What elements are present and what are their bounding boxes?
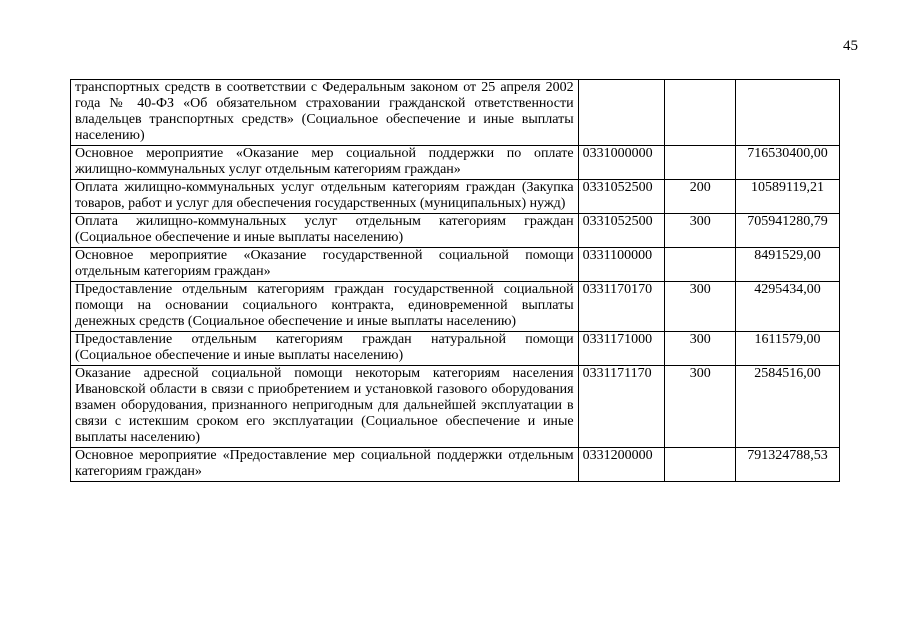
row-code-cell: 0331200000	[578, 448, 665, 482]
row-name-cell: Оплата жилищно-коммунальных услуг отдельным категориям граждан (Закупка товаров, работ и услуг для обеспечения государственных (муниципальных) нужд)	[71, 180, 579, 214]
table-row	[71, 146, 840, 180]
row-type-cell: 200	[665, 180, 736, 214]
row-name-cell: Оказание адресной социальной помощи некоторым категориям населения Ивановской области в связи с приобретением и установкой газового оборудования взамен оборудования, признанного непригодным для дальнейшей эксплуатации в связи с истекшим сроком его эксплуатации (Социальное обеспечение и иные выплаты населению)	[71, 366, 579, 448]
table-row	[71, 248, 840, 282]
table-row	[71, 366, 840, 448]
row-amount-cell: 4295434,00	[736, 282, 840, 332]
row-type-cell	[665, 448, 736, 482]
table-row	[71, 448, 840, 482]
row-amount-cell: 705941280,79	[736, 214, 840, 248]
table-row	[71, 214, 840, 248]
row-code-cell: 0331052500	[578, 214, 665, 248]
row-type-cell: 300	[665, 332, 736, 366]
row-amount-cell: 2584516,00	[736, 366, 840, 448]
row-name-cell: Основное мероприятие «Оказание мер социальной поддержки по оплате жилищно-коммунальных услуг отдельным категориям граждан»	[71, 146, 579, 180]
table-row	[71, 180, 840, 214]
row-amount-cell: 791324788,53	[736, 448, 840, 482]
row-code-cell: 0331052500	[578, 180, 665, 214]
row-type-cell	[665, 146, 736, 180]
row-code-cell: 0331170170	[578, 282, 665, 332]
row-type-cell: 300	[665, 366, 736, 448]
row-type-cell: 300	[665, 282, 736, 332]
row-name-cell: Предоставление отдельным категориям граждан государственной социальной помощи на основании социального контракта, единовременной выплаты денежных средств (Социальное обеспечение и иные выплаты населению)	[71, 282, 579, 332]
table-row	[71, 80, 840, 146]
row-code-cell	[578, 80, 665, 146]
row-type-cell	[665, 248, 736, 282]
row-code-cell: 0331171000	[578, 332, 665, 366]
row-type-cell	[665, 80, 736, 146]
row-name-cell: Основное мероприятие «Оказание государственной социальной помощи отдельным категориям граждан»	[71, 248, 579, 282]
row-amount-cell: 10589119,21	[736, 180, 840, 214]
row-name-cell: Предоставление отдельным категориям граждан натуральной помощи (Социальное обеспечение и иные выплаты населению)	[71, 332, 579, 366]
page-number: 45	[843, 38, 858, 54]
row-type-cell: 300	[665, 214, 736, 248]
row-amount-cell: 1611579,00	[736, 332, 840, 366]
row-name-cell: транспортных средств в соответствии с Федеральным законом от 25 апреля 2002 года № 40-ФЗ «Об обязательном страховании гражданской ответственности владельцев транспортных средств» (Социальное обеспечение и иные выплаты населению)	[71, 80, 579, 146]
row-name-cell: Основное мероприятие «Предоставление мер социальной поддержки отдельным категориям граждан»	[71, 448, 579, 482]
row-code-cell: 0331000000	[578, 146, 665, 180]
budget-table	[70, 79, 840, 482]
row-code-cell: 0331100000	[578, 248, 665, 282]
row-amount-cell: 8491529,00	[736, 248, 840, 282]
row-amount-cell: 716530400,00	[736, 146, 840, 180]
table-row	[71, 332, 840, 366]
row-code-cell: 0331171170	[578, 366, 665, 448]
row-amount-cell	[736, 80, 840, 146]
table-row	[71, 282, 840, 332]
row-name-cell: Оплата жилищно-коммунальных услуг отдельным категориям граждан (Социальное обеспечение и иные выплаты населению)	[71, 214, 579, 248]
